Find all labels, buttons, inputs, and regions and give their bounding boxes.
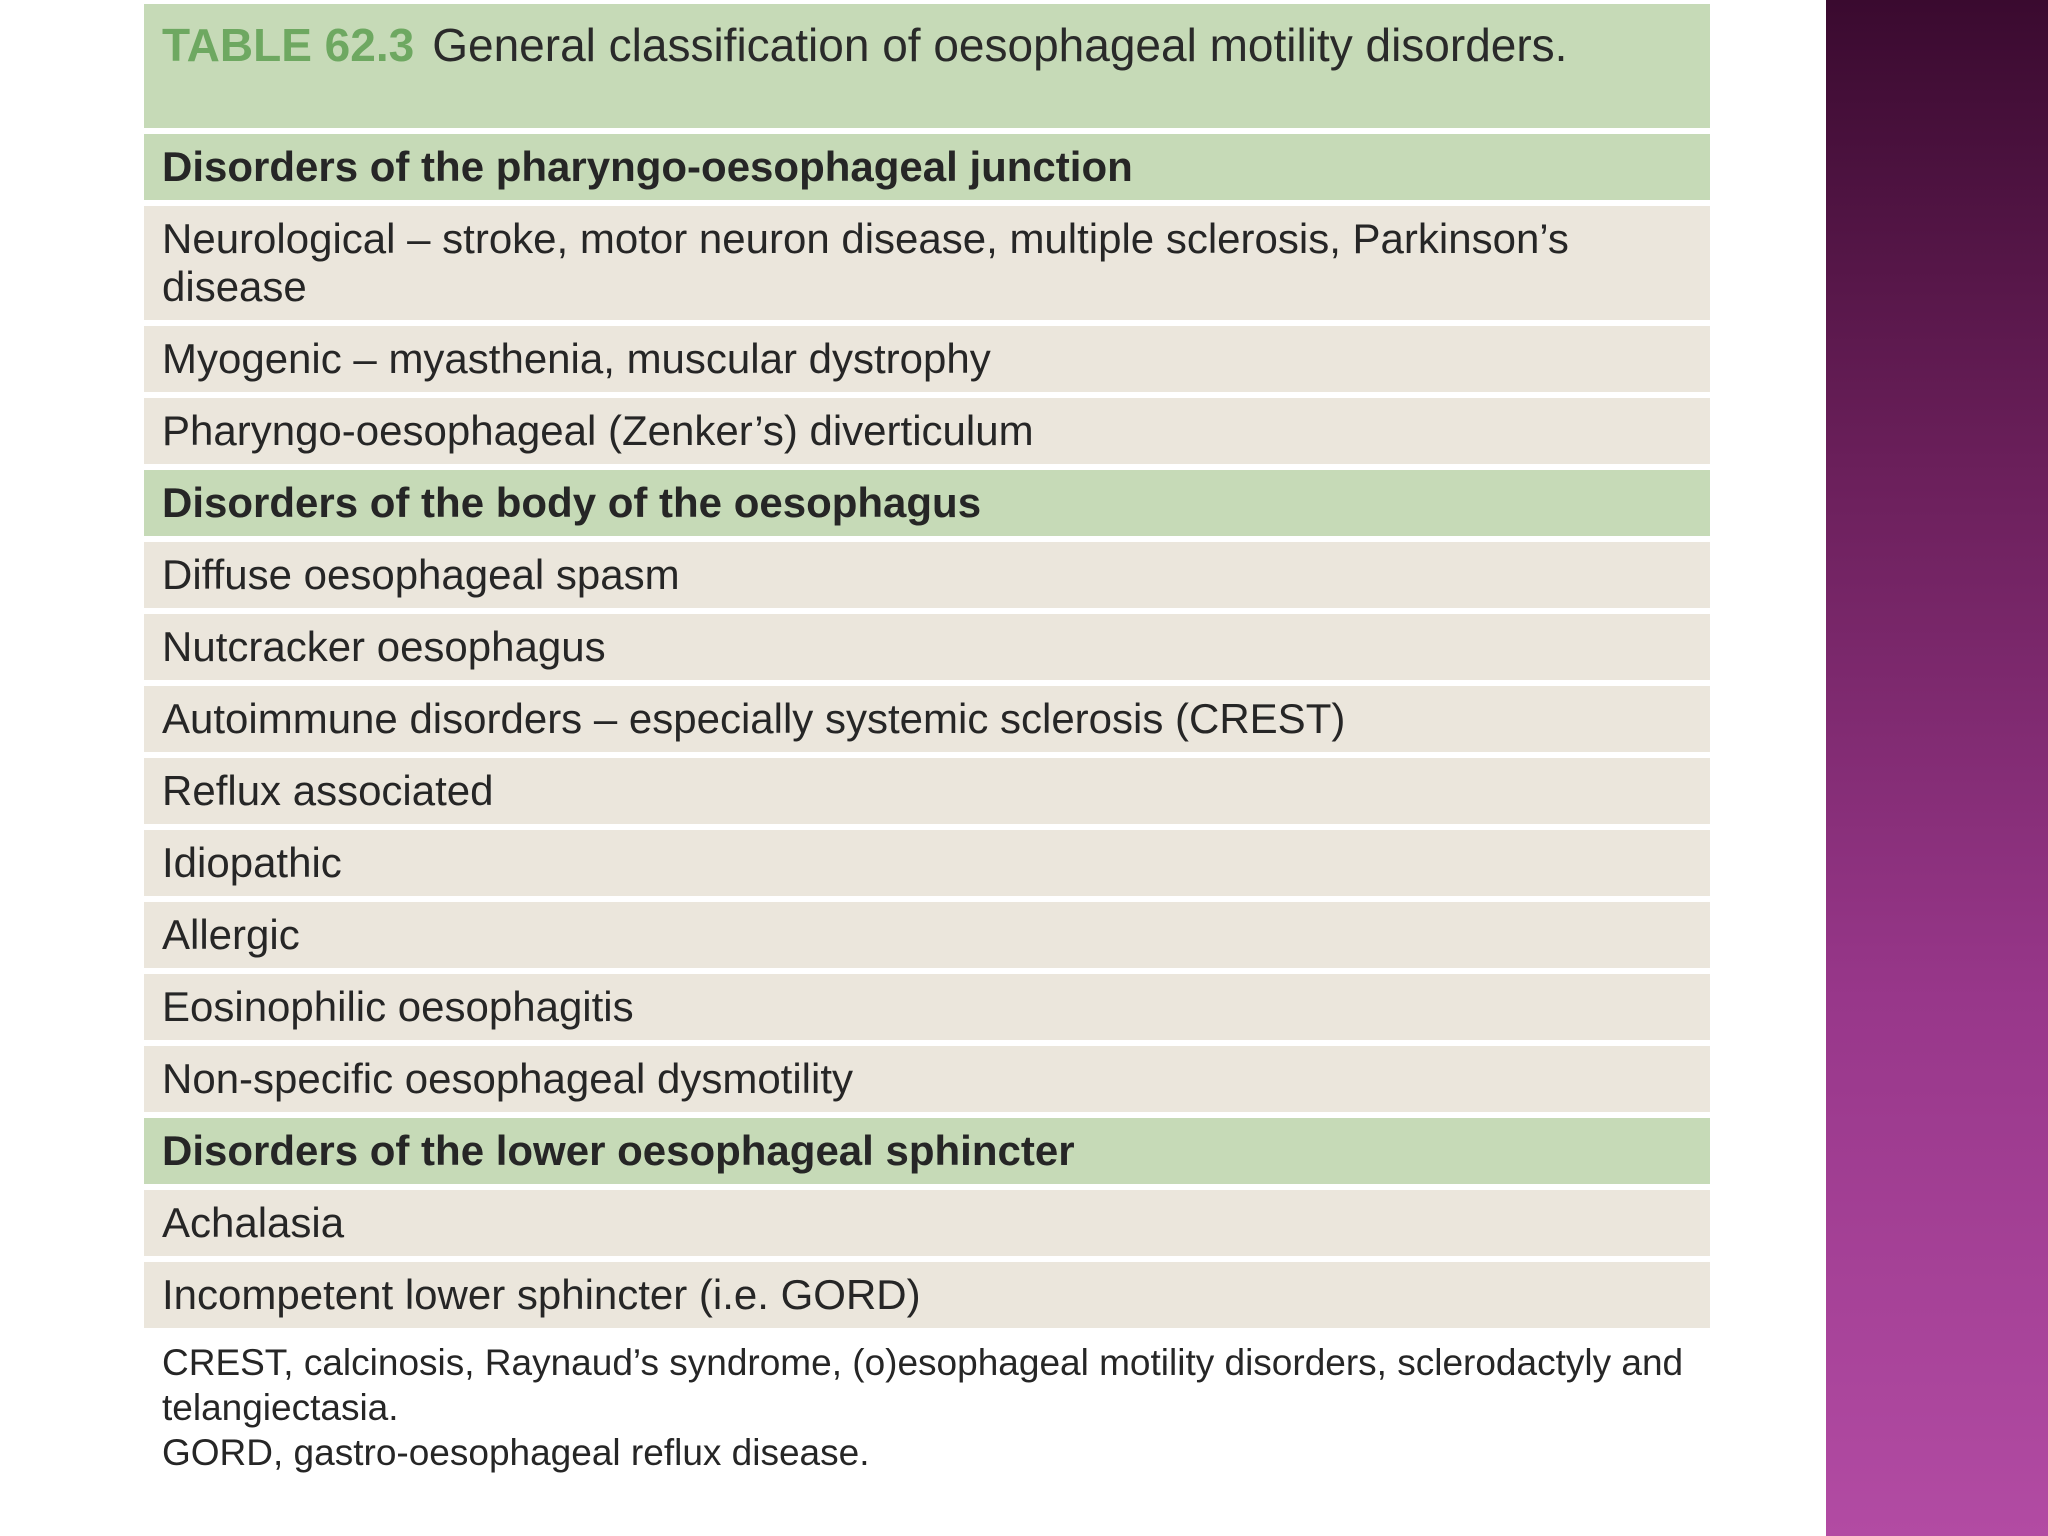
table-row: Idiopathic: [144, 830, 1710, 896]
section-heading: Disorders of the lower oesophageal sphincter: [144, 1118, 1710, 1184]
table-row: Autoimmune disorders – especially systemic sclerosis (CREST): [144, 686, 1710, 752]
table-row: Eosinophilic oesophagitis: [144, 974, 1710, 1040]
table-row: Diffuse oesophageal spasm: [144, 542, 1710, 608]
table-row: Achalasia: [144, 1190, 1710, 1256]
table-row: Allergic: [144, 902, 1710, 968]
footnote-crest: CREST, calcinosis, Raynaud’s syndrome, (o)esophageal motility disorders, sclerodactyly and telangiectasia.: [162, 1342, 1684, 1428]
section-heading: Disorders of the body of the oesophagus: [144, 470, 1710, 536]
table-row: Neurological – stroke, motor neuron disease, multiple sclerosis, Parkinson’s disease: [144, 206, 1710, 320]
table-label: TABLE 62.3: [162, 19, 415, 71]
table-row: Incompetent lower sphincter (i.e. GORD): [144, 1262, 1710, 1328]
classification-table: [144, 4, 1710, 1475]
table-row: Myogenic – myasthenia, muscular dystrophy: [144, 326, 1710, 392]
table-title: [144, 4, 1710, 128]
section-heading: Disorders of the pharyngo-oesophageal junction: [144, 134, 1710, 200]
table-title-text: General classification of oesophageal motility disorders.: [432, 19, 1568, 71]
table-footnotes: [144, 1340, 1710, 1475]
decorative-side-panel: [1826, 0, 2048, 1536]
table-row: Nutcracker oesophagus: [144, 614, 1710, 680]
table-row: Non-specific oesophageal dysmotility: [144, 1046, 1710, 1112]
table-row: Reflux associated: [144, 758, 1710, 824]
footnote-gord: GORD, gastro-oesophageal reflux disease.: [162, 1432, 870, 1473]
table-row: Pharyngo-oesophageal (Zenker’s) diverticulum: [144, 398, 1710, 464]
